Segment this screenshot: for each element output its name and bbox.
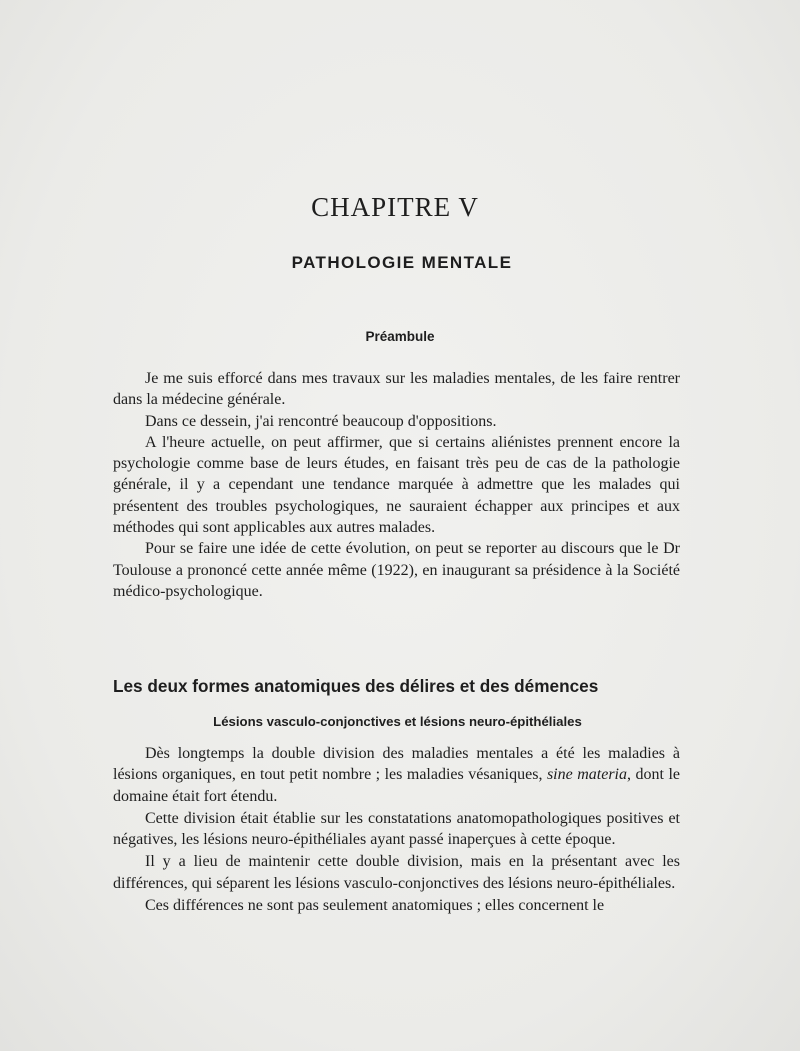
chapter-title: CHAPITRE V	[311, 192, 479, 222]
section-subheading: Lésions vasculo-conjonctives et lésions neuro-épithéliales	[213, 714, 582, 729]
paragraph: A l'heure actuelle, on peut affirmer, que si certains aliénistes prennent encore la psychologie comme base de leurs études, en faisant très peu de cas de la pathologie générale, il y a cependant une tendance marquée à admettre que les malades qui présentent des troubles psychologiques, ne sauraient échapper aux principes et aux méthodes qui sont applicables aux autres malades.	[113, 433, 680, 537]
paragraph: Pour se faire une idée de cette évolution, on peut se reporter au discours que le Dr Toulouse a prononcé cette année même (1922), en inaugurant sa présidence à la Société médico-psychologique.	[113, 540, 680, 600]
paragraph: Il y a lieu de maintenir cette double division, mais en la présentant avec les différences, qui séparent les lésions vasculo-conjonctives des lésions neuro-épithéliales.	[113, 853, 680, 892]
paragraph: Cette division était établie sur les constatations anatomopathologiques positives et négatives, les lésions neuro-épithéliales ayant passé inaperçues à cette époque.	[113, 809, 680, 849]
paragraph-text: Dès longtemps la double division des maladies mentales a été les maladies à lésions organiques, en tout petit nombre ; les maladies vésaniques,	[113, 745, 680, 784]
paragraph-text: , dont le domaine était fort étendu.	[113, 766, 680, 805]
paragraph	[113, 743, 680, 807]
latin-phrase: sine materia	[546, 766, 627, 784]
section-heading: Les deux formes anatomiques des délires et des démences	[113, 676, 599, 696]
chapter-subtitle: PATHOLOGIE MENTALE	[291, 253, 513, 272]
paragraph: Dans ce dessein, j'ai rencontré beaucoup d'oppositions.	[145, 412, 497, 430]
paragraph: Ces différences ne sont pas seulement anatomiques ; elles concernent le	[145, 897, 605, 915]
section-body	[113, 743, 680, 917]
preamble-body	[113, 368, 680, 602]
preamble-heading: Préambule	[365, 329, 435, 344]
paragraph: Je me suis efforcé dans mes travaux sur les maladies mentales, de les faire rentrer dans la médecine générale.	[113, 370, 680, 409]
